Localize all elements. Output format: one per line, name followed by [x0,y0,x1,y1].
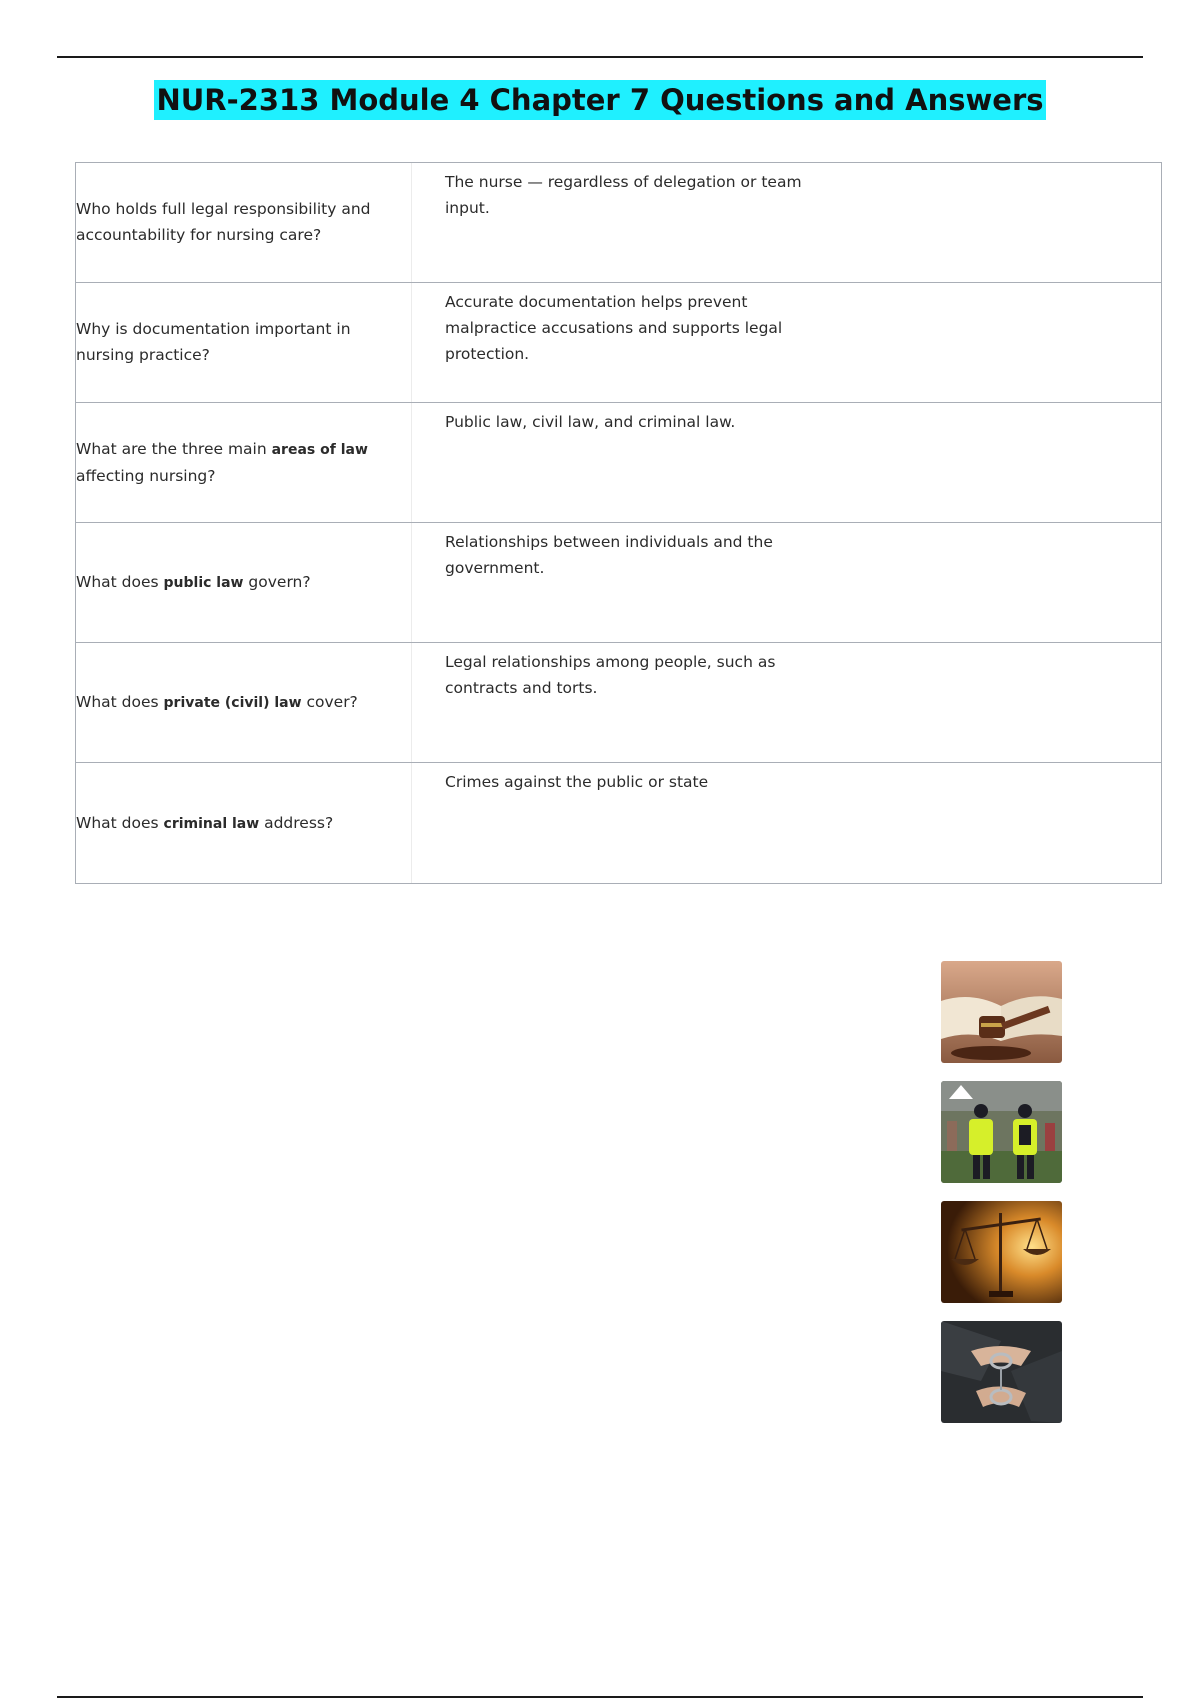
scales-of-justice-image [941,1201,1062,1303]
handcuffs-image [941,1321,1062,1423]
answer-cell [412,763,1161,883]
question-text: What are the three main areas of law affecting nursing? [76,440,368,485]
table-row [76,283,1161,403]
question-cell [76,163,412,282]
top-rule [57,56,1143,58]
answer-cell [412,643,1161,762]
gavel-books-image [941,961,1062,1063]
question-cell [76,403,412,522]
answer-text: Public law, civil law, and criminal law. [445,413,736,431]
question-cell [76,283,412,402]
table-row [76,763,1161,883]
question-cell [76,643,412,762]
answer-text: Accurate documentation helps prevent malpractice accusations and supports legal protection. [445,293,783,363]
table-row [76,523,1161,643]
answer-text: Crimes against the public or state [445,773,709,791]
answer-cell [412,283,1161,402]
question-cell [76,523,412,642]
table-row [76,163,1161,283]
answer-cell [412,403,1161,522]
qa-table [75,162,1162,884]
question-text: What does private (civil) law cover? [76,693,358,711]
question-text: What does public law govern? [76,573,311,591]
answer-text: The nurse — regardless of delegation or team input. [445,173,802,217]
table-row [76,403,1161,523]
question-text: What does criminal law address? [76,813,334,832]
answer-cell [412,163,1161,282]
question-text: Who holds full legal responsibility and accountability for nursing care? [76,200,371,244]
bottom-rule [57,1696,1143,1698]
table-row [76,643,1161,763]
title-container [0,80,1200,120]
question-text: Why is documentation important in nursing practice? [76,320,351,364]
question-cell [76,763,412,883]
police-officers-image [941,1081,1062,1183]
answer-text: Relationships between individuals and the government. [445,533,773,577]
answer-text: Legal relationships among people, such as contracts and torts. [445,653,776,697]
page-title: NUR-2313 Module 4 Chapter 7 Questions and Answers [154,80,1045,120]
answer-cell [412,523,1161,642]
